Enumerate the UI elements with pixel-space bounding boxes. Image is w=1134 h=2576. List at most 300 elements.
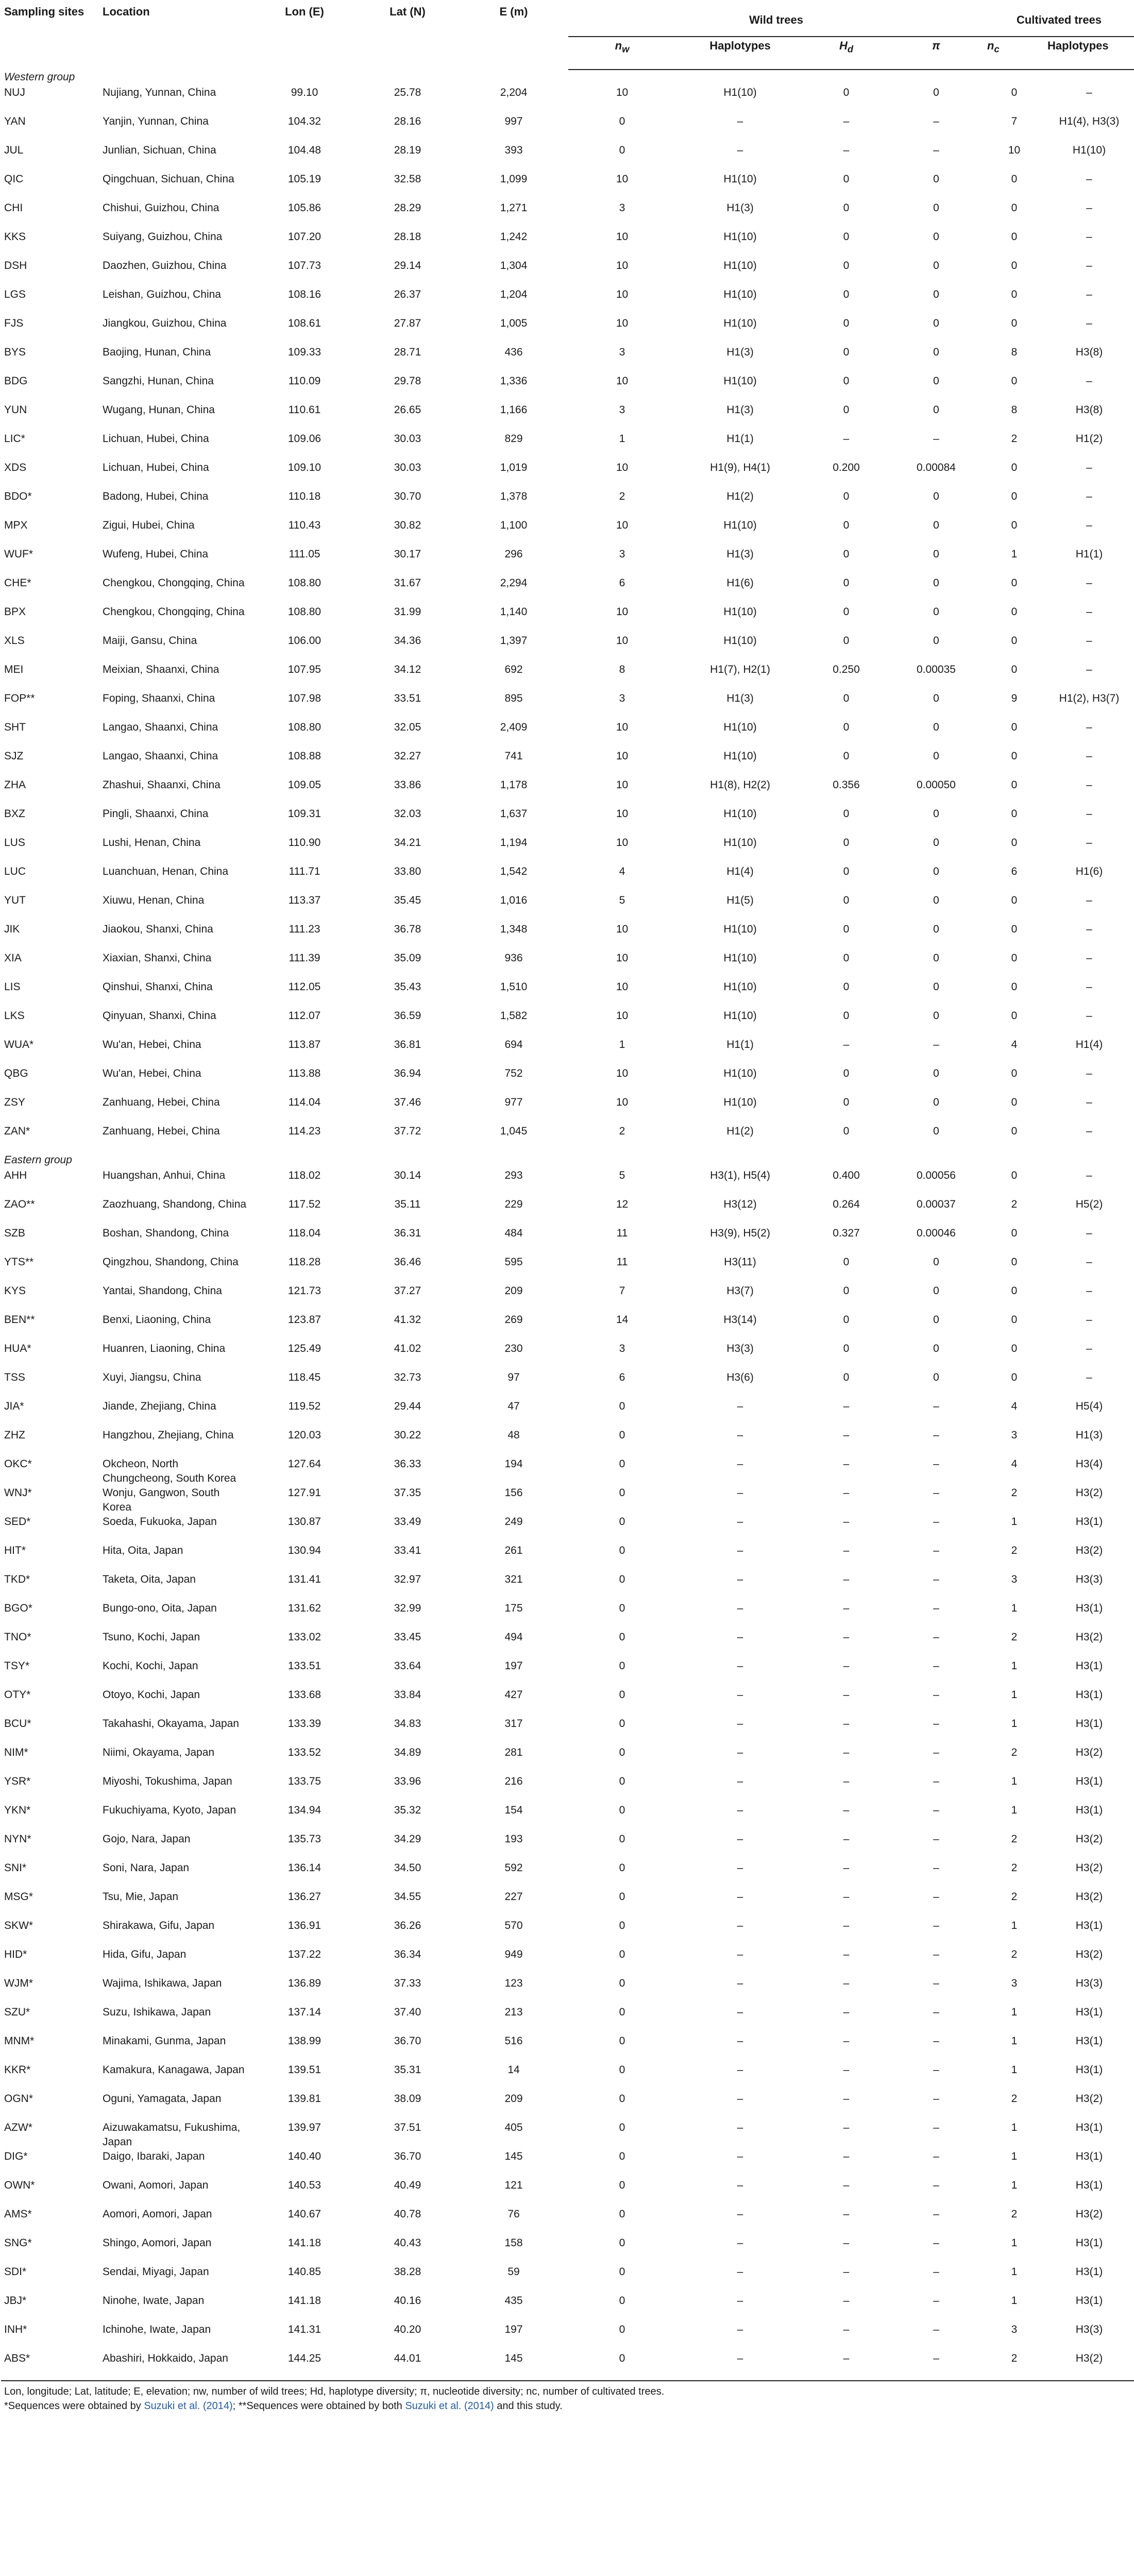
site-code: MPX: [4, 519, 28, 531]
wild-count: 10: [616, 462, 629, 473]
longitude: 136.27: [287, 1891, 321, 1903]
cultivated-count: 0: [1011, 1067, 1018, 1079]
latitude: 28.19: [394, 144, 421, 156]
cultivated-count: 0: [1011, 1010, 1018, 1022]
nucleotide-diversity: 0: [933, 866, 939, 877]
nucleotide-diversity: 0: [933, 260, 939, 272]
latitude: 34.83: [394, 1718, 421, 1730]
table-row: [1, 1284, 1134, 1313]
wild-haplotypes: H3(9), H5(2): [710, 1227, 770, 1239]
haplotype-diversity: 0: [843, 404, 850, 416]
elevation: 209: [504, 2093, 523, 2105]
nucleotide-diversity: –: [933, 1516, 939, 1528]
table-row: [1, 1919, 1134, 1947]
longitude: 135.73: [287, 1833, 321, 1845]
wild-count: 4: [619, 866, 625, 877]
latitude: 34.21: [394, 837, 421, 849]
site-code: QBG: [4, 1067, 28, 1079]
haplotype-diversity: 0: [843, 317, 850, 329]
haplotype-diversity: 0: [843, 837, 850, 849]
location: Chengkou, Chongqing, China: [103, 577, 245, 589]
cultivated-count: 9: [1011, 692, 1018, 704]
nucleotide-diversity: 0: [933, 1285, 939, 1297]
table-row: [1, 1544, 1134, 1572]
location: Okcheon, North Chungcheong, South Korea: [103, 1458, 236, 1484]
table-row: [1, 1066, 1134, 1095]
nucleotide-diversity: 0: [933, 404, 939, 416]
site-code: MNM*: [4, 2035, 35, 2047]
location: Xuyi, Jiangsu, China: [103, 1371, 201, 1383]
reference-link[interactable]: Suzuki et al. (2014): [144, 2400, 233, 2412]
wild-count: 11: [616, 1227, 628, 1239]
site-code: OGN*: [4, 2093, 33, 2105]
table-row: [1, 2149, 1134, 2178]
wild-count: 10: [616, 952, 629, 964]
nucleotide-diversity: –: [933, 2324, 939, 2335]
cultivated-haplotypes: H3(1): [1075, 1775, 1103, 1787]
longitude: 137.22: [287, 1948, 321, 1960]
longitude: 127.64: [287, 1458, 321, 1470]
cultivated-haplotypes: H3(1): [1075, 1718, 1103, 1730]
haplotype-diversity: 0: [843, 260, 850, 272]
longitude: 111.71: [289, 866, 320, 877]
cultivated-count: 0: [1011, 231, 1018, 243]
wild-haplotypes: –: [737, 1833, 743, 1845]
table-row: [1, 259, 1134, 287]
wild-count: 10: [616, 1067, 629, 1079]
haplotype-diversity: –: [843, 1487, 850, 1499]
longitude: 140.53: [287, 2179, 321, 2191]
cultivated-count: 2: [1011, 1891, 1018, 1903]
elevation: 1,378: [500, 490, 528, 502]
nucleotide-diversity: –: [933, 2237, 939, 2249]
location: Sendai, Miyagi, Japan: [103, 2266, 209, 2278]
site-code: SNG*: [4, 2237, 32, 2249]
nucleotide-diversity: 0: [933, 519, 939, 531]
haplotype-diversity: 0: [843, 87, 850, 98]
cultivated-count: 6: [1011, 866, 1018, 877]
table-row: [1, 1370, 1134, 1399]
haplotype-diversity: –: [843, 2179, 850, 2191]
haplotype-diversity: 0.264: [833, 1198, 860, 1210]
longitude: 133.68: [287, 1689, 321, 1701]
wild-count: 3: [619, 1343, 625, 1354]
elevation: 123: [504, 1977, 523, 1989]
cultivated-count: 1: [1011, 548, 1018, 560]
table-row: [1, 720, 1134, 749]
cultivated-haplotypes: –: [1086, 173, 1092, 185]
wild-count: 0: [619, 2352, 625, 2364]
wild-haplotypes: H1(10): [723, 1067, 757, 1079]
wild-haplotypes: –: [737, 1862, 743, 1874]
longitude: 106.00: [287, 635, 321, 647]
wild-haplotypes: H1(10): [723, 375, 757, 387]
location: Kochi, Kochi, Japan: [103, 1660, 198, 1672]
haplotype-diversity: –: [843, 144, 850, 156]
nucleotide-diversity: 0: [933, 173, 939, 185]
elevation: 197: [504, 2324, 523, 2335]
site-code: FOP**: [4, 692, 35, 704]
cultivated-count: 7: [1011, 115, 1018, 127]
haplotype-diversity: 0: [843, 981, 850, 993]
elevation: 154: [504, 1804, 523, 1816]
location: Gojo, Nara, Japan: [103, 1833, 191, 1845]
cultivated-count: 0: [1011, 202, 1018, 214]
cultivated-count: 2: [1011, 1487, 1018, 1499]
table-row: [1, 1168, 1134, 1197]
site-code: ZHZ: [4, 1429, 25, 1441]
latitude: 40.43: [394, 2237, 421, 2249]
cultivated-count: 2: [1011, 1833, 1018, 1845]
haplotype-diversity: 0.327: [833, 1227, 860, 1239]
haplotype-diversity: 0: [843, 375, 850, 387]
elevation: 752: [504, 1067, 523, 1079]
site-code: CHI: [4, 202, 23, 214]
longitude: 130.87: [287, 1516, 321, 1528]
group-heading-row: [1, 1153, 1134, 1168]
wild-count: 10: [616, 981, 629, 993]
elevation: 121: [504, 2179, 523, 2191]
latitude: 37.40: [394, 2006, 421, 2018]
cultivated-haplotypes: H3(2): [1075, 1487, 1103, 1499]
wild-haplotypes: –: [737, 2006, 743, 2018]
latitude: 27.87: [394, 317, 421, 329]
haplotype-diversity: –: [843, 2150, 850, 2162]
wild-haplotypes: –: [737, 2266, 743, 2278]
nucleotide-diversity: –: [933, 1545, 939, 1556]
table-row: [1, 1342, 1134, 1370]
nucleotide-diversity: 0: [933, 231, 939, 243]
latitude: 36.46: [394, 1256, 421, 1268]
location: Lichuan, Hubei, China: [103, 462, 209, 473]
site-code: BPX: [4, 606, 26, 618]
site-code: HIT*: [4, 1545, 26, 1556]
cultivated-haplotypes: –: [1086, 1227, 1092, 1239]
longitude: 138.99: [287, 2035, 321, 2047]
wild-count: 0: [619, 1545, 625, 1556]
elevation: 829: [504, 433, 523, 445]
cultivated-haplotypes: H3(2): [1075, 2352, 1103, 2364]
cultivated-haplotypes: H1(1): [1075, 548, 1103, 560]
cultivated-haplotypes: –: [1086, 923, 1092, 935]
wild-haplotypes: –: [737, 2237, 743, 2249]
wild-haplotypes: H1(1): [726, 1039, 754, 1050]
reference-link[interactable]: Suzuki et al. (2014): [405, 2400, 494, 2412]
table-row: [1, 691, 1134, 720]
table-row: [1, 2063, 1134, 2092]
latitude: 30.82: [394, 519, 421, 531]
wild-haplotypes: –: [737, 1573, 743, 1585]
location: Xiuwu, Henan, China: [103, 894, 205, 906]
elevation: 435: [504, 2295, 523, 2307]
latitude: 36.26: [394, 1920, 421, 1931]
cultivated-count: 0: [1011, 1371, 1018, 1383]
wild-haplotypes: –: [737, 2324, 743, 2335]
longitude: 105.19: [287, 173, 321, 185]
table-row: [1, 2294, 1134, 2323]
table-row: [1, 86, 1134, 114]
cultivated-haplotypes: H3(1): [1075, 2006, 1103, 2018]
site-code: JIK: [4, 923, 20, 935]
sampling-sites-table: [1, 3, 1134, 2413]
elevation: 293: [504, 1170, 523, 1181]
wild-haplotypes: –: [737, 2093, 743, 2105]
site-code: JBJ*: [4, 2295, 27, 2307]
nucleotide-diversity: 0.00084: [917, 462, 956, 473]
wild-count: 0: [619, 1516, 625, 1528]
nucleotide-diversity: 0: [933, 1343, 939, 1354]
nucleotide-diversity: 0: [933, 923, 939, 935]
haplotype-diversity: 0: [843, 519, 850, 531]
wild-count: 0: [619, 1920, 625, 1931]
cultivated-haplotypes: H3(2): [1075, 1747, 1103, 1758]
nucleotide-diversity: –: [933, 2122, 939, 2133]
haplotype-diversity: –: [843, 1689, 850, 1701]
latitude: 40.20: [394, 2324, 421, 2335]
wild-haplotypes: H1(10): [723, 952, 757, 964]
wild-count: 10: [616, 375, 629, 387]
cultivated-haplotypes: H3(8): [1075, 346, 1103, 358]
cultivated-haplotypes: H3(1): [1075, 2035, 1103, 2047]
nucleotide-diversity: –: [933, 1920, 939, 1931]
elevation: 405: [504, 2122, 523, 2133]
wild-count: 0: [619, 2006, 625, 2018]
haplotype-diversity: 0: [843, 1067, 850, 1079]
location: Zanhuang, Hebei, China: [103, 1096, 220, 1108]
wild-haplotypes: H1(3): [726, 202, 754, 214]
table-row: [1, 1890, 1134, 1919]
nucleotide-diversity: –: [933, 2352, 939, 2364]
longitude: 121.73: [287, 1285, 321, 1297]
wild-haplotypes: H1(10): [723, 1010, 757, 1022]
cultivated-count: 0: [1011, 1170, 1018, 1181]
elevation: 216: [504, 1775, 523, 1787]
longitude: 118.02: [288, 1170, 321, 1181]
haplotype-diversity: –: [843, 1602, 850, 1614]
cultivated-count: 0: [1011, 462, 1018, 473]
haplotype-diversity: 0: [843, 866, 850, 877]
nucleotide-diversity: 0: [933, 346, 939, 358]
longitude: 133.02: [287, 1631, 321, 1643]
location: Zanhuang, Hebei, China: [103, 1125, 220, 1137]
header-nw: $n_w$: [568, 37, 676, 70]
latitude: 30.03: [394, 462, 421, 473]
site-code: LUS: [4, 837, 25, 849]
location: Taketa, Oita, Japan: [103, 1573, 196, 1585]
wild-haplotypes: –: [737, 2150, 743, 2162]
site-code: AMS*: [4, 2208, 32, 2220]
site-code: NIM*: [4, 1747, 28, 1758]
location: Jiande, Zhejiang, China: [103, 1400, 216, 1412]
location: Wu'an, Hebei, China: [103, 1067, 201, 1079]
wild-count: 10: [616, 923, 629, 935]
cultivated-count: 8: [1011, 346, 1018, 358]
location: Ichinohe, Iwate, Japan: [103, 2324, 211, 2335]
haplotype-diversity: –: [843, 1458, 850, 1470]
haplotype-diversity: –: [843, 115, 850, 127]
cultivated-count: 2: [1011, 1948, 1018, 1960]
wild-haplotypes: H1(5): [726, 894, 754, 906]
wild-haplotypes: H1(8), H2(2): [710, 779, 770, 791]
elevation: 281: [504, 1747, 523, 1758]
table-row: [1, 2005, 1134, 2034]
wild-count: 0: [619, 2237, 625, 2249]
nucleotide-diversity: 0: [933, 548, 939, 560]
cultivated-count: 0: [1011, 375, 1018, 387]
nucleotide-diversity: –: [933, 1977, 939, 1989]
longitude: 109.05: [287, 779, 321, 791]
elevation: 516: [504, 2035, 523, 2047]
table-row: [1, 2034, 1134, 2063]
latitude: 29.14: [394, 260, 421, 272]
cultivated-haplotypes: H5(2): [1075, 1198, 1103, 1210]
cultivated-haplotypes: H3(1): [1075, 2266, 1103, 2278]
longitude: 118.28: [288, 1256, 321, 1268]
nucleotide-diversity: –: [933, 1804, 939, 1816]
cultivated-count: 3: [1011, 1429, 1018, 1441]
cultivated-count: 1: [1011, 1660, 1018, 1672]
location: Otoyo, Kochi, Japan: [103, 1689, 200, 1701]
cultivated-count: 1: [1011, 2122, 1018, 2133]
location: Baojing, Hunan, China: [103, 346, 211, 358]
haplotype-diversity: –: [843, 1718, 850, 1730]
elevation: 317: [504, 1718, 523, 1730]
haplotype-diversity: –: [843, 1948, 850, 1960]
haplotype-diversity: –: [843, 1977, 850, 1989]
nucleotide-diversity: 0: [933, 1067, 939, 1079]
elevation: 592: [504, 1862, 523, 1874]
longitude: 137.14: [287, 2006, 321, 2018]
longitude: 112.05: [288, 981, 321, 993]
table-body: [1, 70, 1134, 2381]
site-code: LUC: [4, 866, 26, 877]
wild-haplotypes: H1(2): [726, 490, 754, 502]
site-code: TKD*: [4, 1573, 30, 1585]
table-row: [1, 2121, 1134, 2149]
table-row: [1, 1601, 1134, 1630]
latitude: 34.89: [394, 1747, 421, 1758]
latitude: 34.50: [394, 1862, 421, 1874]
group-heading: Western group: [4, 71, 75, 83]
longitude: 104.32: [287, 115, 321, 127]
wild-haplotypes: H1(4): [726, 866, 754, 877]
longitude: 112.07: [288, 1010, 321, 1022]
latitude: 28.29: [394, 202, 421, 214]
latitude: 33.41: [394, 1545, 421, 1556]
latitude: 35.11: [394, 1198, 421, 1210]
latitude: 33.49: [394, 1516, 421, 1528]
haplotype-diversity: 0: [843, 577, 850, 589]
elevation: 1,510: [500, 981, 528, 993]
elevation: 692: [504, 664, 523, 675]
elevation: 2,204: [500, 87, 528, 98]
location: Kamakura, Kanagawa, Japan: [103, 2064, 245, 2076]
cultivated-count: 1: [1011, 1804, 1018, 1816]
longitude: 110.09: [288, 375, 321, 387]
elevation: 261: [504, 1545, 523, 1556]
site-code: TSS: [4, 1371, 25, 1383]
elevation: 47: [507, 1400, 520, 1412]
elevation: 1,582: [500, 1010, 528, 1022]
latitude: 31.99: [394, 606, 421, 618]
wild-count: 0: [619, 2179, 625, 2191]
wild-count: 3: [619, 404, 625, 416]
table-row: [1, 1659, 1134, 1688]
wild-haplotypes: H1(10): [723, 173, 757, 185]
site-code: MSG*: [4, 1891, 33, 1903]
nucleotide-diversity: 0: [933, 1256, 939, 1268]
site-code: AZW*: [4, 2122, 32, 2133]
cultivated-haplotypes: H1(3): [1075, 1429, 1103, 1441]
cultivated-haplotypes: –: [1086, 750, 1092, 762]
nucleotide-diversity: –: [933, 1775, 939, 1787]
wild-count: 0: [619, 2324, 625, 2335]
cultivated-count: 0: [1011, 894, 1018, 906]
table-row: [1, 1095, 1134, 1124]
cultivated-haplotypes: H3(2): [1075, 1948, 1103, 1960]
table-row: [1, 2323, 1134, 2351]
nucleotide-diversity: –: [933, 433, 939, 445]
longitude: 108.16: [287, 289, 321, 300]
haplotype-diversity: 0.356: [833, 779, 860, 791]
header-location: Location: [103, 5, 150, 18]
cultivated-haplotypes: –: [1086, 519, 1092, 531]
latitude: 30.17: [394, 548, 421, 560]
elevation: 1,397: [500, 635, 528, 647]
wild-count: 10: [616, 808, 629, 820]
elevation: 936: [504, 952, 523, 964]
haplotype-diversity: –: [843, 1862, 850, 1874]
elevation: 145: [504, 2352, 523, 2364]
wild-count: 10: [616, 173, 629, 185]
cultivated-haplotypes: –: [1086, 1170, 1092, 1181]
nucleotide-diversity: –: [933, 2093, 939, 2105]
wild-haplotypes: –: [737, 2295, 743, 2307]
wild-count: 0: [619, 1631, 625, 1643]
wild-count: 3: [619, 202, 625, 214]
nucleotide-diversity: –: [933, 1602, 939, 1614]
table-row: [1, 1486, 1134, 1515]
cultivated-count: 1: [1011, 2006, 1018, 2018]
table-row: [1, 2351, 1134, 2381]
latitude: 36.94: [394, 1067, 421, 1079]
cultivated-haplotypes: H3(1): [1075, 1516, 1103, 1528]
nucleotide-diversity: –: [933, 1631, 939, 1643]
nucleotide-diversity: 0: [933, 577, 939, 589]
longitude: 113.37: [288, 894, 321, 906]
nucleotide-diversity: –: [933, 1718, 939, 1730]
longitude: 141.18: [287, 2295, 321, 2307]
wild-haplotypes: –: [737, 2179, 743, 2191]
cultivated-count: 0: [1011, 923, 1018, 935]
cultivated-haplotypes: –: [1086, 231, 1092, 243]
location: Ninohe, Iwate, Japan: [103, 2295, 205, 2307]
wild-count: 0: [619, 2064, 625, 2076]
wild-haplotypes: H1(10): [723, 289, 757, 300]
nucleotide-diversity: 0: [933, 317, 939, 329]
wild-count: 6: [619, 577, 625, 589]
table-row: [1, 663, 1134, 691]
cultivated-count: 0: [1011, 289, 1018, 300]
longitude: 130.94: [287, 1545, 321, 1556]
cultivated-haplotypes: H3(1): [1075, 1804, 1103, 1816]
latitude: 32.27: [394, 750, 421, 762]
location: Foping, Shaanxi, China: [103, 692, 215, 704]
cultivated-haplotypes: H3(2): [1075, 1891, 1103, 1903]
nucleotide-diversity: –: [933, 1039, 939, 1050]
latitude: 34.55: [394, 1891, 421, 1903]
nucleotide-diversity: –: [933, 144, 939, 156]
